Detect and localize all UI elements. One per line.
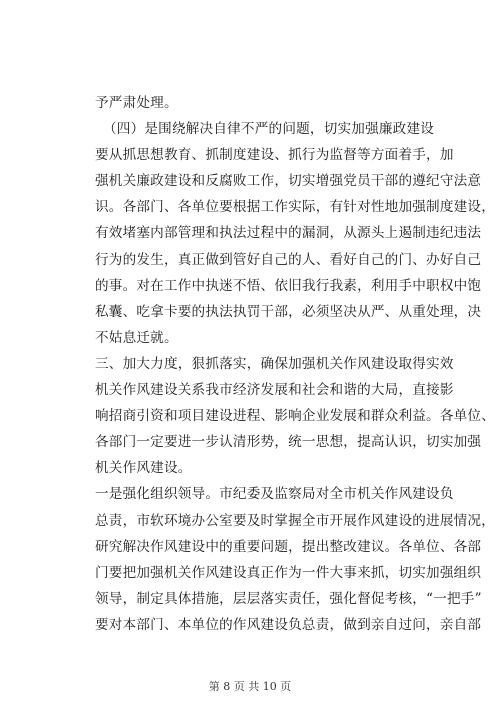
text-line: 研究解决作风建设中的重要问题，提出整改建议。各单位、各部 (95, 538, 482, 555)
text-line: 响招商引资和项目建设进程、影响企业发展和群众利益。各单位、 (95, 408, 496, 425)
text-line: 领导，制定具体措施，层层落实责任，强化督促考核，“一把手” (95, 590, 482, 607)
text-line: 要从抓思想教育、抓制度建设、抓行为监督等方面着手，加 (95, 147, 454, 164)
text-line: 不姑息迁就。 (95, 329, 178, 346)
text-line: 的事。对在工作中执迷不悟、依旧我行我素，利用手中职权中饱 (95, 277, 482, 294)
document-body (95, 90, 496, 638)
page-number-footer: 第 8 页 共 10 页 (208, 680, 292, 693)
text-line: 要对本部门、本单位的作风建设负总责，做到亲自过问，亲自部 (95, 616, 482, 633)
text-line: 一是强化组织领导。市纪委及监察局对全市机关作风建设负 (95, 486, 454, 503)
text-line: 行为的发生，真正做到管好自己的人、看好自己的门、办好自己 (95, 251, 482, 268)
text-line: 识。各部门、各单位要根据工作实际，有针对性地加强制度建设， (95, 199, 496, 216)
text-line: 机关作风建设。 (95, 460, 192, 477)
text-line: 机关作风建设关系我市经济发展和社会和谐的大局，直接影 (95, 382, 454, 399)
text-line: 予严肃处理。 (95, 95, 178, 111)
text-line: 强机关廉政建设和反腐败工作，切实增强党员干部的遵纪守法意 (95, 173, 482, 190)
text-line: 各部门一定要进一步认清形势，统一思想，提高认识，切实加强 (95, 434, 482, 451)
text-line: 门要把加强机关作风建设真正作为一件大事来抓，切实加强组织 (95, 564, 482, 581)
section-heading: 三、加大力度，狠抓落实，确保加强机关作风建设取得实效 (95, 355, 454, 372)
text-line: 总责，市软环境办公室要及时掌握全市开展作风建设的进展情况， (95, 512, 496, 529)
text-line: 私囊、吃拿卡要的执法执罚干部，必须坚决从严、从重处理，决 (95, 303, 482, 320)
section-heading: （四）是围绕解决自律不严的问题，切实加强廉政建设 (103, 121, 435, 138)
text-line: 有效堵塞内部管理和执法过程中的漏洞，从源头上遏制违纪违法 (95, 225, 482, 242)
